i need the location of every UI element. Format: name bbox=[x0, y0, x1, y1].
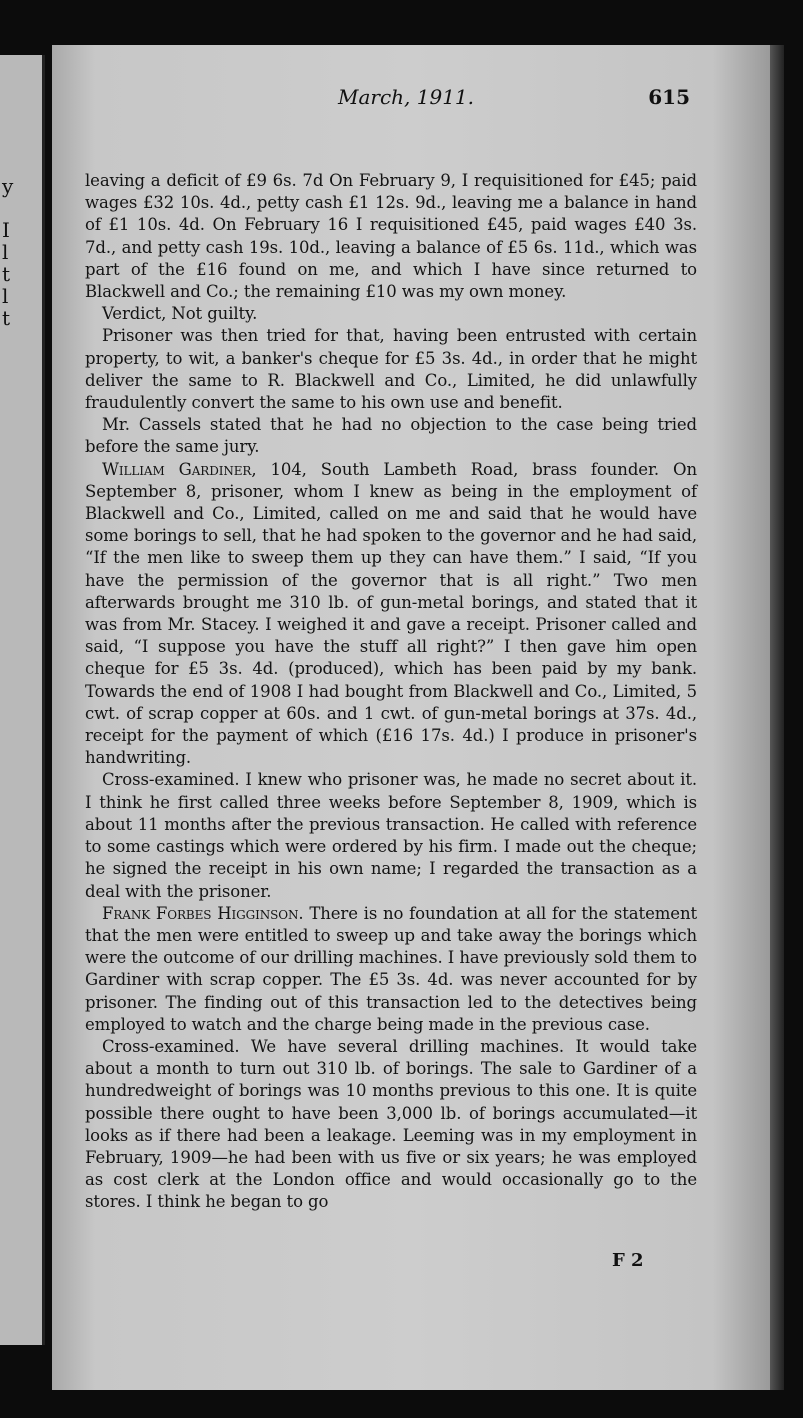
paragraph-7: Cross-examined. We have several drilling machines. It would take about a month to turn out 310 lb. of borings. The sale to Gardiner of a hundredweight of borings was 10 months previous to this one. It is quite possible there ought to have been 3,000 lb. of borings accumulated—it looks as if there had been a leakage. Leeming was in my employment in February, 1909—he had been with us five or six years; he was employed as cost clerk at the London office and would occasionally go to the stores. I think he began to go bbox=[85, 1036, 697, 1212]
body-text bbox=[85, 170, 697, 1214]
paragraph-1: Verdict, Not guilty. bbox=[102, 304, 258, 324]
witness-name: Frank Forbes Higginson bbox=[102, 903, 299, 923]
left-page-edge bbox=[0, 55, 45, 1345]
page-number: 615 bbox=[648, 85, 690, 109]
paragraph-4: William Gardiner, 104, South Lambeth Road, brass founder. On September 8, prisoner, whom I knew as being in the employment of Blackwell and Co., Limited, called on me and said that he would have some borings to sell, that he had spoken to the governor and he had said, “If the men like to sweep them up they can have them.” I said, “If you have the permission of the governor that is all right.” Two men afterwards brought me 310 lb. of gun-metal borings, and stated that it was from Mr. Stacey. I weighed it and gave a receipt. Prisoner called and said, “I suppose you have the stuff all right?” I then gave him open cheque for £5 3s. 4d. (produced), which has been paid by my bank. Towards the end of 1908 I had bought from Blackwell and Co., Limited, 5 cwt. of scrap copper at 60s. and 1 cwt. of gun-metal borings at 37s. 4d., receipt for the payment of which (£16 17s. 4d.) I produce in prisoner's handwriting. bbox=[85, 459, 697, 768]
paragraph-2: Prisoner was then tried for that, having been entrusted with certain property, to wit, a banker's cheque for £5 3s. 4d., in order that he might deliver the same to R. Blackwell and Co., Limited, he did unlawfully fraudulently convert the same to his own use and benefit. bbox=[85, 326, 697, 413]
paragraph-6: Frank Forbes Higginson. There is no foundation at all for the statement that the men were entitled to sweep up and take away the borings which were the outcome of our drilling machines. I have previously sold them to Gardiner with scrap copper. The £5 3s. 4d. was never accounted for by prisoner. The finding out of this transaction led to the detectives being employed to watch and the charge being made in the previous case. bbox=[85, 903, 698, 1034]
paragraph-0: leaving a deficit of £9 6s. 7d On February 9, I requisitioned for £45; paid wages £32 10s. 4d., petty cash £1 12s. 9d., leaving me a balance in hand of £1 10s. 4d. On February 16 I requisitioned £45, paid wages £40 3s. 7d., and petty cash 19s. 10d., leaving a balance of £5 6s. 11d., which was part of the £16 found on me, and which I have since returned to Blackwell and Co.; the remaining £10 was my own money. bbox=[85, 171, 697, 302]
running-title: March, 1911. bbox=[338, 85, 475, 109]
paragraph-3: Mr. Cassels stated that he had no objection to the case being tried before the same jury. bbox=[85, 415, 697, 457]
book-spine bbox=[770, 45, 784, 1390]
signature-mark: F 2 bbox=[612, 1250, 644, 1271]
witness-name: William Gardiner bbox=[102, 459, 252, 479]
left-page-fragments: y I l t l t bbox=[2, 174, 14, 330]
page-header bbox=[60, 85, 690, 115]
paragraph-5: Cross-examined. I knew who prisoner was, he made no secret about it. I think he first called three weeks before September 8, 1909, which is about 11 months after the previous transaction. He called with reference to some castings which were ordered by his firm. I made out the cheque; he signed the receipt in his own name; I regarded the transaction as a deal with the prisoner. bbox=[85, 770, 697, 901]
